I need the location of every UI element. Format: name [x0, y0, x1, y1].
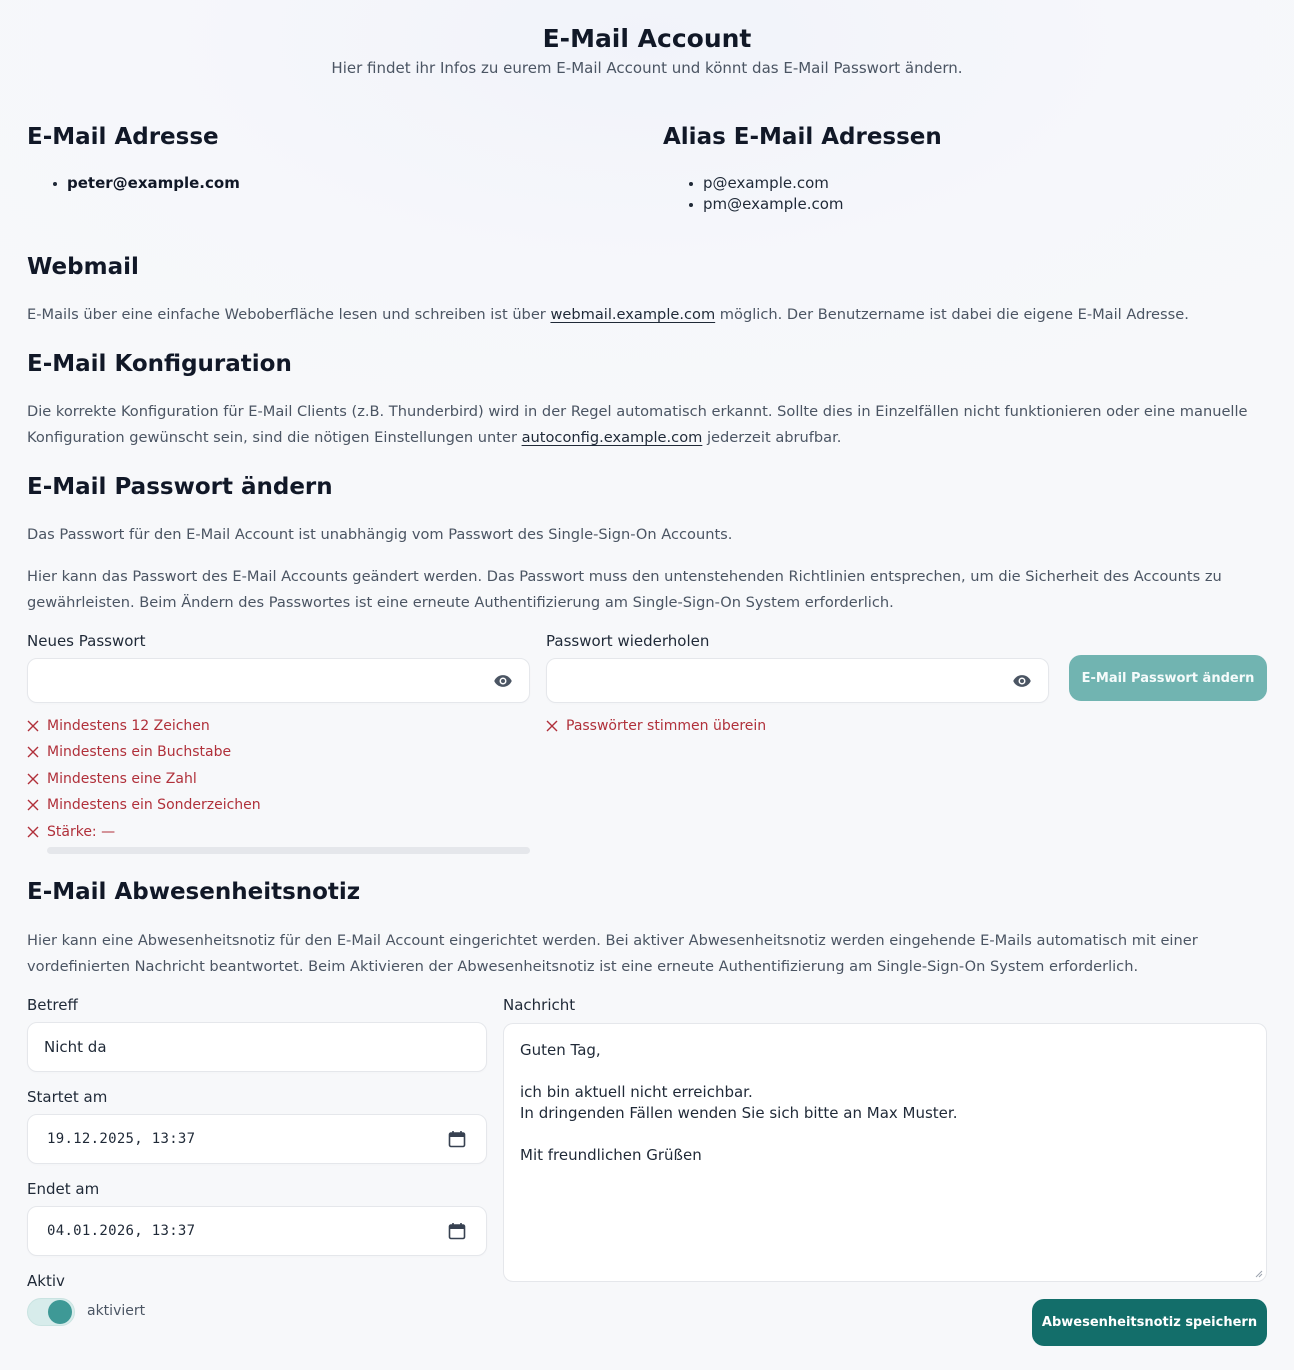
- config-text: Die korrekte Konfiguration für E-Mail Clients (z.B. Thunderbird) wird in der Regel automatisch erkannt. Sollte dies in Einzelfällen nicht funktionieren oder eine manuelle Konfiguration gewünscht sein, sind die nötigen Einstellungen unter autoconfig.example.com jederzeit abrufbar.: [27, 403, 1248, 446]
- alias-heading: Alias E-Mail Adressen: [663, 124, 942, 150]
- password-info-1: Das Passwort für den E-Mail Account ist unabhängig vom Passwort des Single-Sign-On Accounts.: [27, 526, 733, 543]
- message-line: ich bin aktuell nicht erreichbar.: [520, 1083, 753, 1101]
- save-absence-button[interactable]: Abwesenheitsnotiz speichern: [1032, 1299, 1267, 1346]
- absence-info: Hier kann eine Abwesenheitsnotiz für den E-Mail Account eingerichtet werden. Bei aktiver Abwesenheitsnotiz werden eingehende E-Mails automatisch mit einer vordefinierten Nachricht beantwortet. Beim Aktivieren der Abwesenheitsnotiz ist eine erneute Authentifizierung am Single-Sign-On System erforderlich.: [27, 932, 1198, 975]
- toggle-knob: [48, 1300, 72, 1324]
- repeat-password-label: Passwort wiederholen: [546, 632, 710, 650]
- absence-heading: E-Mail Abwesenheitsnotiz: [27, 879, 361, 905]
- change-password-button[interactable]: E-Mail Passwort ändern: [1069, 655, 1267, 701]
- password-heading: E-Mail Passwort ändern: [27, 474, 333, 500]
- alias-item: pm@example.com: [689, 194, 844, 215]
- close-icon: [546, 716, 566, 736]
- close-icon: [27, 769, 47, 789]
- alias-item: p@example.com: [689, 173, 844, 194]
- page-header: [0, 24, 1294, 77]
- repeat-password-input[interactable]: [546, 658, 1049, 703]
- active-label: Aktiv: [27, 1272, 65, 1290]
- close-icon: [27, 795, 47, 815]
- eye-icon[interactable]: [493, 671, 513, 691]
- page-subtitle: Hier findet ihr Infos zu eurem E-Mail Account und könnt das E-Mail Passwort ändern.: [331, 59, 963, 77]
- start-label: Startet am: [27, 1088, 108, 1106]
- subject-label: Betreff: [27, 996, 78, 1014]
- toggle-state-label: aktiviert: [87, 1303, 146, 1319]
- email-address-list: [53, 173, 240, 194]
- webmail-link[interactable]: webmail.example.com: [550, 306, 716, 323]
- resize-handle-icon[interactable]: [1255, 1270, 1263, 1278]
- close-icon: [27, 716, 47, 736]
- calendar-icon[interactable]: [448, 1222, 466, 1240]
- active-toggle[interactable]: [27, 1298, 75, 1326]
- repeat-rules: [546, 716, 766, 742]
- calendar-icon[interactable]: [448, 1130, 466, 1148]
- message-label: Nachricht: [503, 996, 576, 1014]
- message-line: Mit freundlichen Grüßen: [520, 1146, 702, 1164]
- rule-item: Mindestens 12 Zeichen: [27, 716, 261, 742]
- email-address-item: peter@example.com: [53, 173, 240, 194]
- alias-list: [689, 173, 844, 215]
- rule-item: Passwörter stimmen überein: [546, 716, 766, 742]
- password-info-2: Hier kann das Passwort des E-Mail Accounts geändert werden. Das Passwort muss den untenstehenden Richtlinien entsprechen, um die Sicherheit des Accounts zu gewährleisten. Beim Ändern des Passwortes ist eine erneute Authentifizierung am Single-Sign-On System erforderlich.: [27, 568, 1222, 611]
- webmail-text: E-Mails über eine einfache Weboberfläche lesen und schreiben ist über webmail.example.com möglich. Der Benutzername ist dabei die eigene E-Mail Adresse.: [27, 306, 1189, 323]
- webmail-heading: Webmail: [27, 254, 139, 280]
- rule-item: Stärke: —: [27, 822, 261, 848]
- email-address-heading: E-Mail Adresse: [27, 124, 219, 150]
- message-textarea[interactable]: [503, 1023, 1267, 1282]
- message-line: In dringenden Fällen wenden Sie sich bitte an Max Muster.: [520, 1104, 958, 1122]
- new-password-input[interactable]: [27, 658, 530, 703]
- password-rules: [27, 716, 261, 848]
- end-label: Endet am: [27, 1180, 100, 1198]
- rule-item: Mindestens eine Zahl: [27, 769, 261, 795]
- config-heading: E-Mail Konfiguration: [27, 351, 292, 377]
- message-line: [520, 1124, 1250, 1145]
- new-password-label: Neues Passwort: [27, 632, 146, 650]
- rule-item: Mindestens ein Sonderzeichen: [27, 795, 261, 821]
- start-date-input[interactable]: 19.12.2025, 13:37: [27, 1114, 487, 1164]
- rule-item: Mindestens ein Buchstabe: [27, 742, 261, 768]
- message-line: Guten Tag,: [520, 1041, 601, 1059]
- subject-input[interactable]: Nicht da: [27, 1022, 487, 1072]
- eye-icon[interactable]: [1012, 671, 1032, 691]
- autoconfig-link[interactable]: autoconfig.example.com: [521, 429, 703, 446]
- message-line: [520, 1061, 1250, 1082]
- strength-bar: [47, 847, 530, 854]
- close-icon: [27, 822, 47, 842]
- close-icon: [27, 742, 47, 762]
- end-date-input[interactable]: 04.01.2026, 13:37: [27, 1206, 487, 1256]
- page-title: E-Mail Account: [542, 24, 752, 53]
